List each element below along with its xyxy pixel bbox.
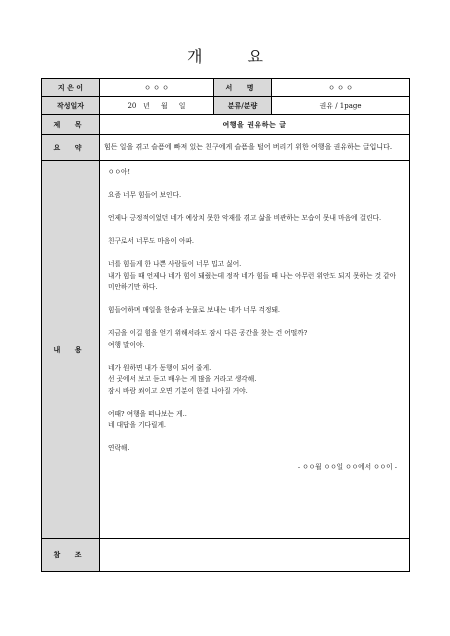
subject-row xyxy=(42,115,410,135)
content-label xyxy=(42,161,100,539)
letter-line: 네가 원하면 내가 동행이 되어 줄게. xyxy=(108,363,212,372)
category-label: 분류/분량 xyxy=(214,97,272,115)
letter-line: 연락해. xyxy=(108,444,130,452)
paragraph-gap xyxy=(108,179,401,191)
summary-value: 힘든 일을 겪고 슬픔에 빠져 있는 친구에게 슬픔을 털어 버리기 위한 여행을 권유하는 글입니다. xyxy=(100,135,410,161)
subject-label-text: 제 목 xyxy=(53,119,88,129)
subject-label xyxy=(42,115,100,135)
summary-label-text: 요 약 xyxy=(53,142,88,152)
date-value: 20 년 월 일 xyxy=(100,97,214,115)
subject-value: 여행을 권유하는 글 xyxy=(100,115,410,135)
paragraph-gap xyxy=(108,294,401,306)
letter-line: 요즘 너무 힘들어 보인다. xyxy=(108,191,182,199)
letter-body xyxy=(108,167,401,455)
paragraph-gap xyxy=(108,432,401,444)
letter-line: 너를 힘들게 한 나쁜 사람들이 너무 밉고 싫어. xyxy=(108,260,242,268)
summary-form-table xyxy=(41,78,410,572)
content-body xyxy=(100,161,410,539)
letter-line: 지금을 이길 힘을 얻기 위해서라도 잠시 다른 공간을 찾는 건 어떨까? xyxy=(108,329,308,337)
author-value: ㅇ ㅇ ㅇ xyxy=(100,79,214,97)
letter-line: 힘들어하며 매일을 한숨과 눈물로 보내는 네가 너무 걱정돼. xyxy=(108,306,281,314)
date-label: 작성일자 xyxy=(42,97,100,115)
summary-label xyxy=(42,135,100,161)
paragraph-gap xyxy=(108,202,401,214)
paragraph-gap xyxy=(108,351,401,363)
paragraph-gap xyxy=(108,225,401,237)
reference-value xyxy=(100,539,410,572)
paragraph-gap xyxy=(108,248,401,260)
paragraph-gap xyxy=(108,317,401,329)
content-label-text: 내 용 xyxy=(53,344,88,354)
letter-line: 친구로서 너무도 마음이 아파. xyxy=(108,237,195,245)
letter-line: 언제나 긍정적이었던 네가 예상치 못한 악재를 겪고 삶을 비관하는 모습이 못내 마음에 걸린다. xyxy=(108,214,382,222)
reference-label-text: 참 조 xyxy=(53,550,88,559)
summary-row xyxy=(42,135,410,161)
author-row xyxy=(42,79,410,97)
letter-line: ㅇㅇ아! xyxy=(108,168,131,176)
category-value: 권유 / 1page xyxy=(272,97,410,115)
letter-line: 여행 말이야. xyxy=(108,340,145,349)
author-label: 지 은 이 xyxy=(42,79,100,97)
date-row xyxy=(42,97,410,115)
reference-label xyxy=(42,539,100,572)
letter-line: 네 대답을 기다릴게. xyxy=(108,421,167,429)
name-label-text: 서 명 xyxy=(225,82,260,92)
paragraph-gap xyxy=(108,397,401,409)
letter-line: 선 곳에서 보고 듣고 배우는 게 많을 거라고 생각해. xyxy=(108,375,257,383)
content-row xyxy=(42,161,410,539)
letter-line: 잠시 바람 쐬이고 오면 기분이 한결 나아질 거야. xyxy=(108,386,248,395)
signoff: - ㅇㅇ월 ㅇㅇ일 ㅇㅇ에서 ㅇㅇ이 - xyxy=(297,462,397,471)
reference-row xyxy=(42,539,410,572)
letter-line: 내가 힘들 때 언제나 네가 힘이 돼줬는데 정작 네가 힘들 때 나는 아무런 위안도 되지 못하는 것 같아 미안하기만 하다. xyxy=(108,271,397,291)
name-value: ㅇ ㅇ ㅇ xyxy=(272,79,410,97)
name-label xyxy=(214,79,272,97)
page-title: 개 요 xyxy=(187,47,283,66)
letter-line: 어때? 여행을 떠나보는 게.. xyxy=(108,409,187,418)
